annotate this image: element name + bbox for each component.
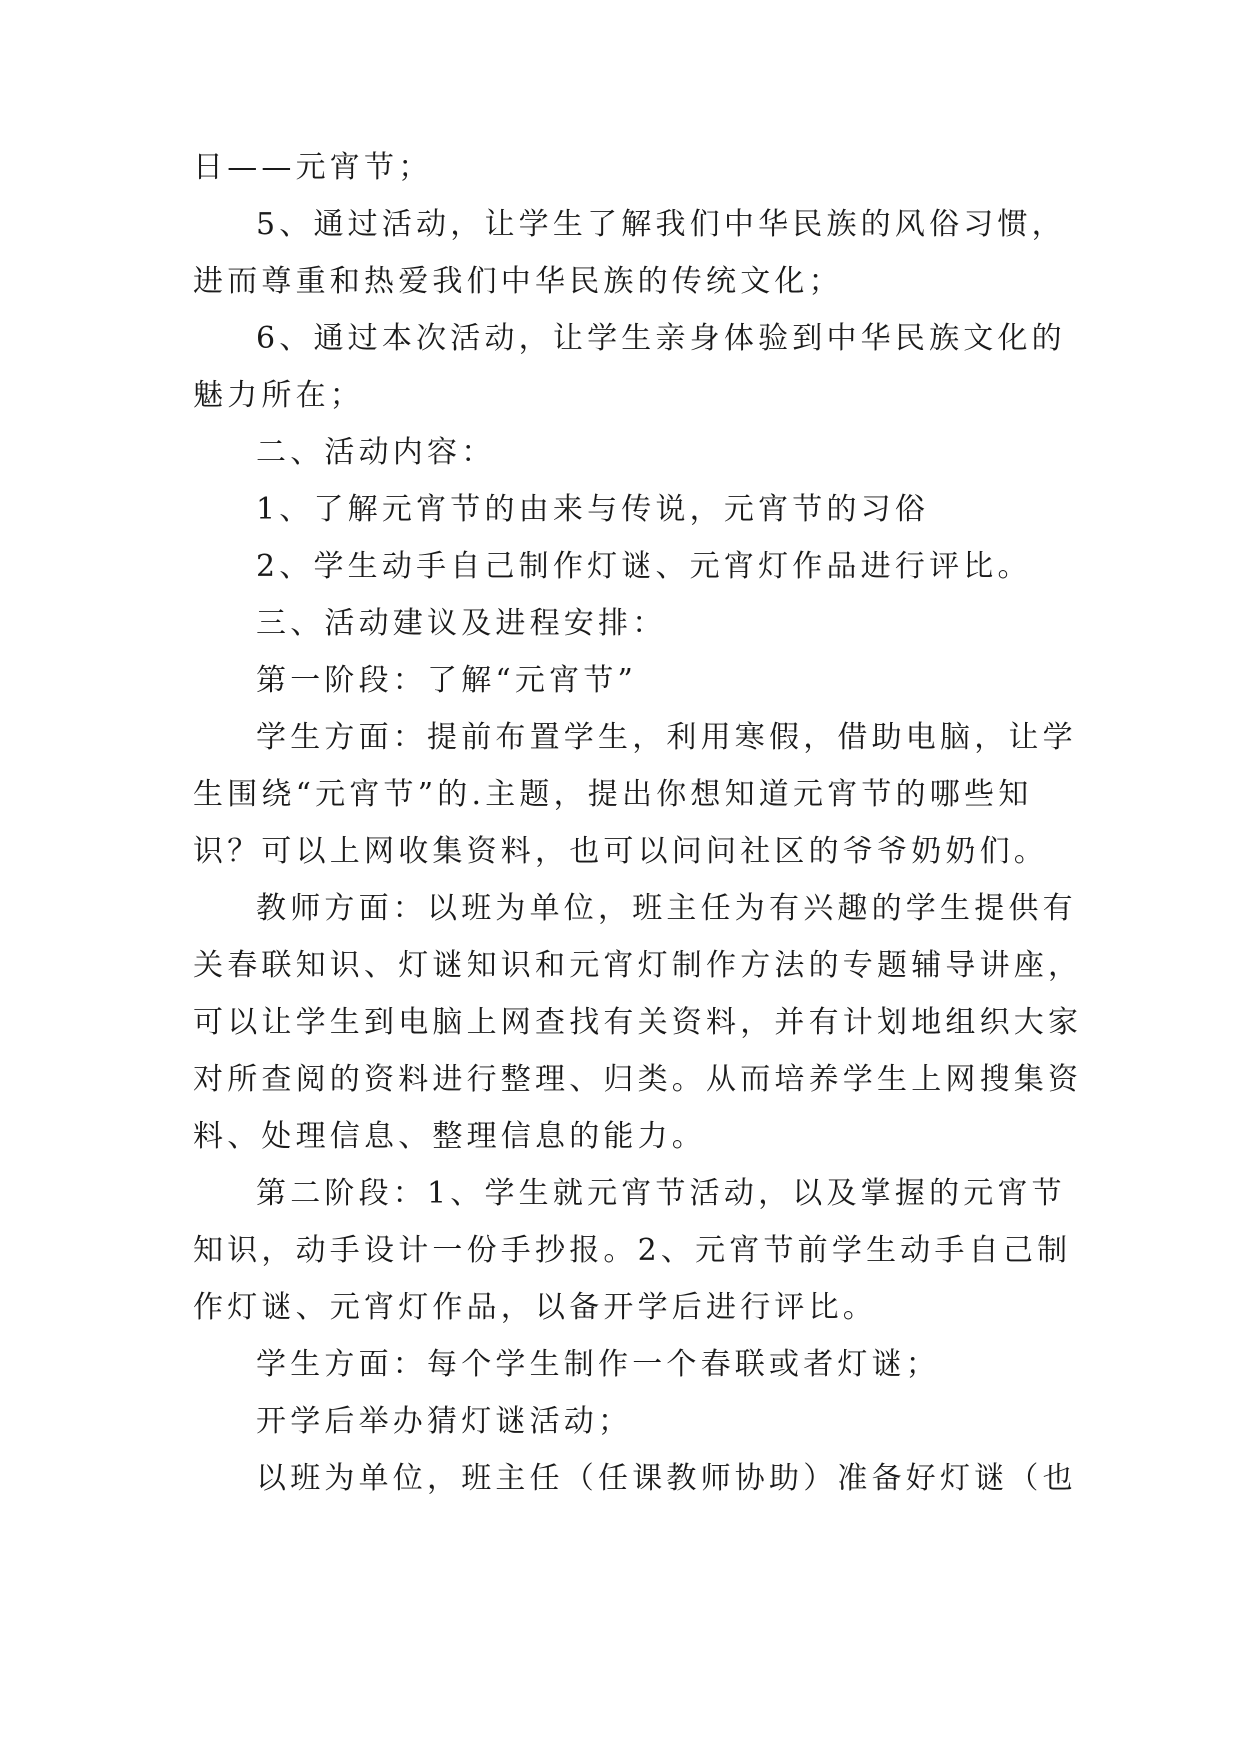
text-line: 魅力所在； <box>193 378 364 413</box>
text-line: 日——元宵节； <box>193 150 433 185</box>
text-line: 识？可以上网收集资料，也可以问问社区的爷爷奶奶们。 <box>193 834 1048 869</box>
text-line: 教师方面：以班为单位，班主任为有兴趣的学生提供有 <box>256 891 1077 926</box>
section-heading: 三、活动建议及进程安排： <box>256 606 667 641</box>
text-line: 5、通过活动，让学生了解我们中华民族的风俗习惯， <box>256 207 1066 242</box>
text-line: 关春联知识、灯谜知识和元宵灯制作方法的专题辅导讲座， <box>193 948 1083 983</box>
text-line: 以班为单位，班主任（任课教师协助）准备好灯谜（也 <box>256 1461 1077 1496</box>
text-line: 6、通过本次活动，让学生亲身体验到中华民族文化的 <box>256 321 1066 356</box>
text-line: 2、学生动手自己制作灯谜、元宵灯作品进行评比。 <box>256 549 1032 584</box>
section-heading: 二、活动内容： <box>256 435 496 470</box>
text-line: 可以让学生到电脑上网查找有关资料，并有计划地组织大家 <box>193 1005 1083 1040</box>
text-line: 开学后举办猜灯谜活动； <box>256 1404 633 1439</box>
text-line: 作灯谜、元宵灯作品，以备开学后进行评比。 <box>193 1290 877 1325</box>
text-line: 学生方面：每个学生制作一个春联或者灯谜； <box>256 1347 940 1382</box>
text-line: 料、处理信息、整理信息的能力。 <box>193 1119 706 1154</box>
text-line: 对所查阅的资料进行整理、归类。从而培养学生上网搜集资 <box>193 1062 1083 1097</box>
text-line: 生围绕“元宵节”的.主题，提出你想知道元宵节的哪些知 <box>193 777 1033 812</box>
text-line: 知识，动手设计一份手抄报。2、元宵节前学生动手自己制 <box>193 1233 1072 1268</box>
text-line: 1、了解元宵节的由来与传说，元宵节的习俗 <box>256 492 930 527</box>
text-line: 进而尊重和热爱我们中华民族的传统文化； <box>193 264 843 299</box>
text-line: 第一阶段：了解“元宵节” <box>256 663 638 698</box>
text-line: 学生方面：提前布置学生，利用寒假，借助电脑，让学 <box>256 720 1077 755</box>
text-line: 第二阶段：1、学生就元宵节活动，以及掌握的元宵节 <box>256 1176 1066 1211</box>
